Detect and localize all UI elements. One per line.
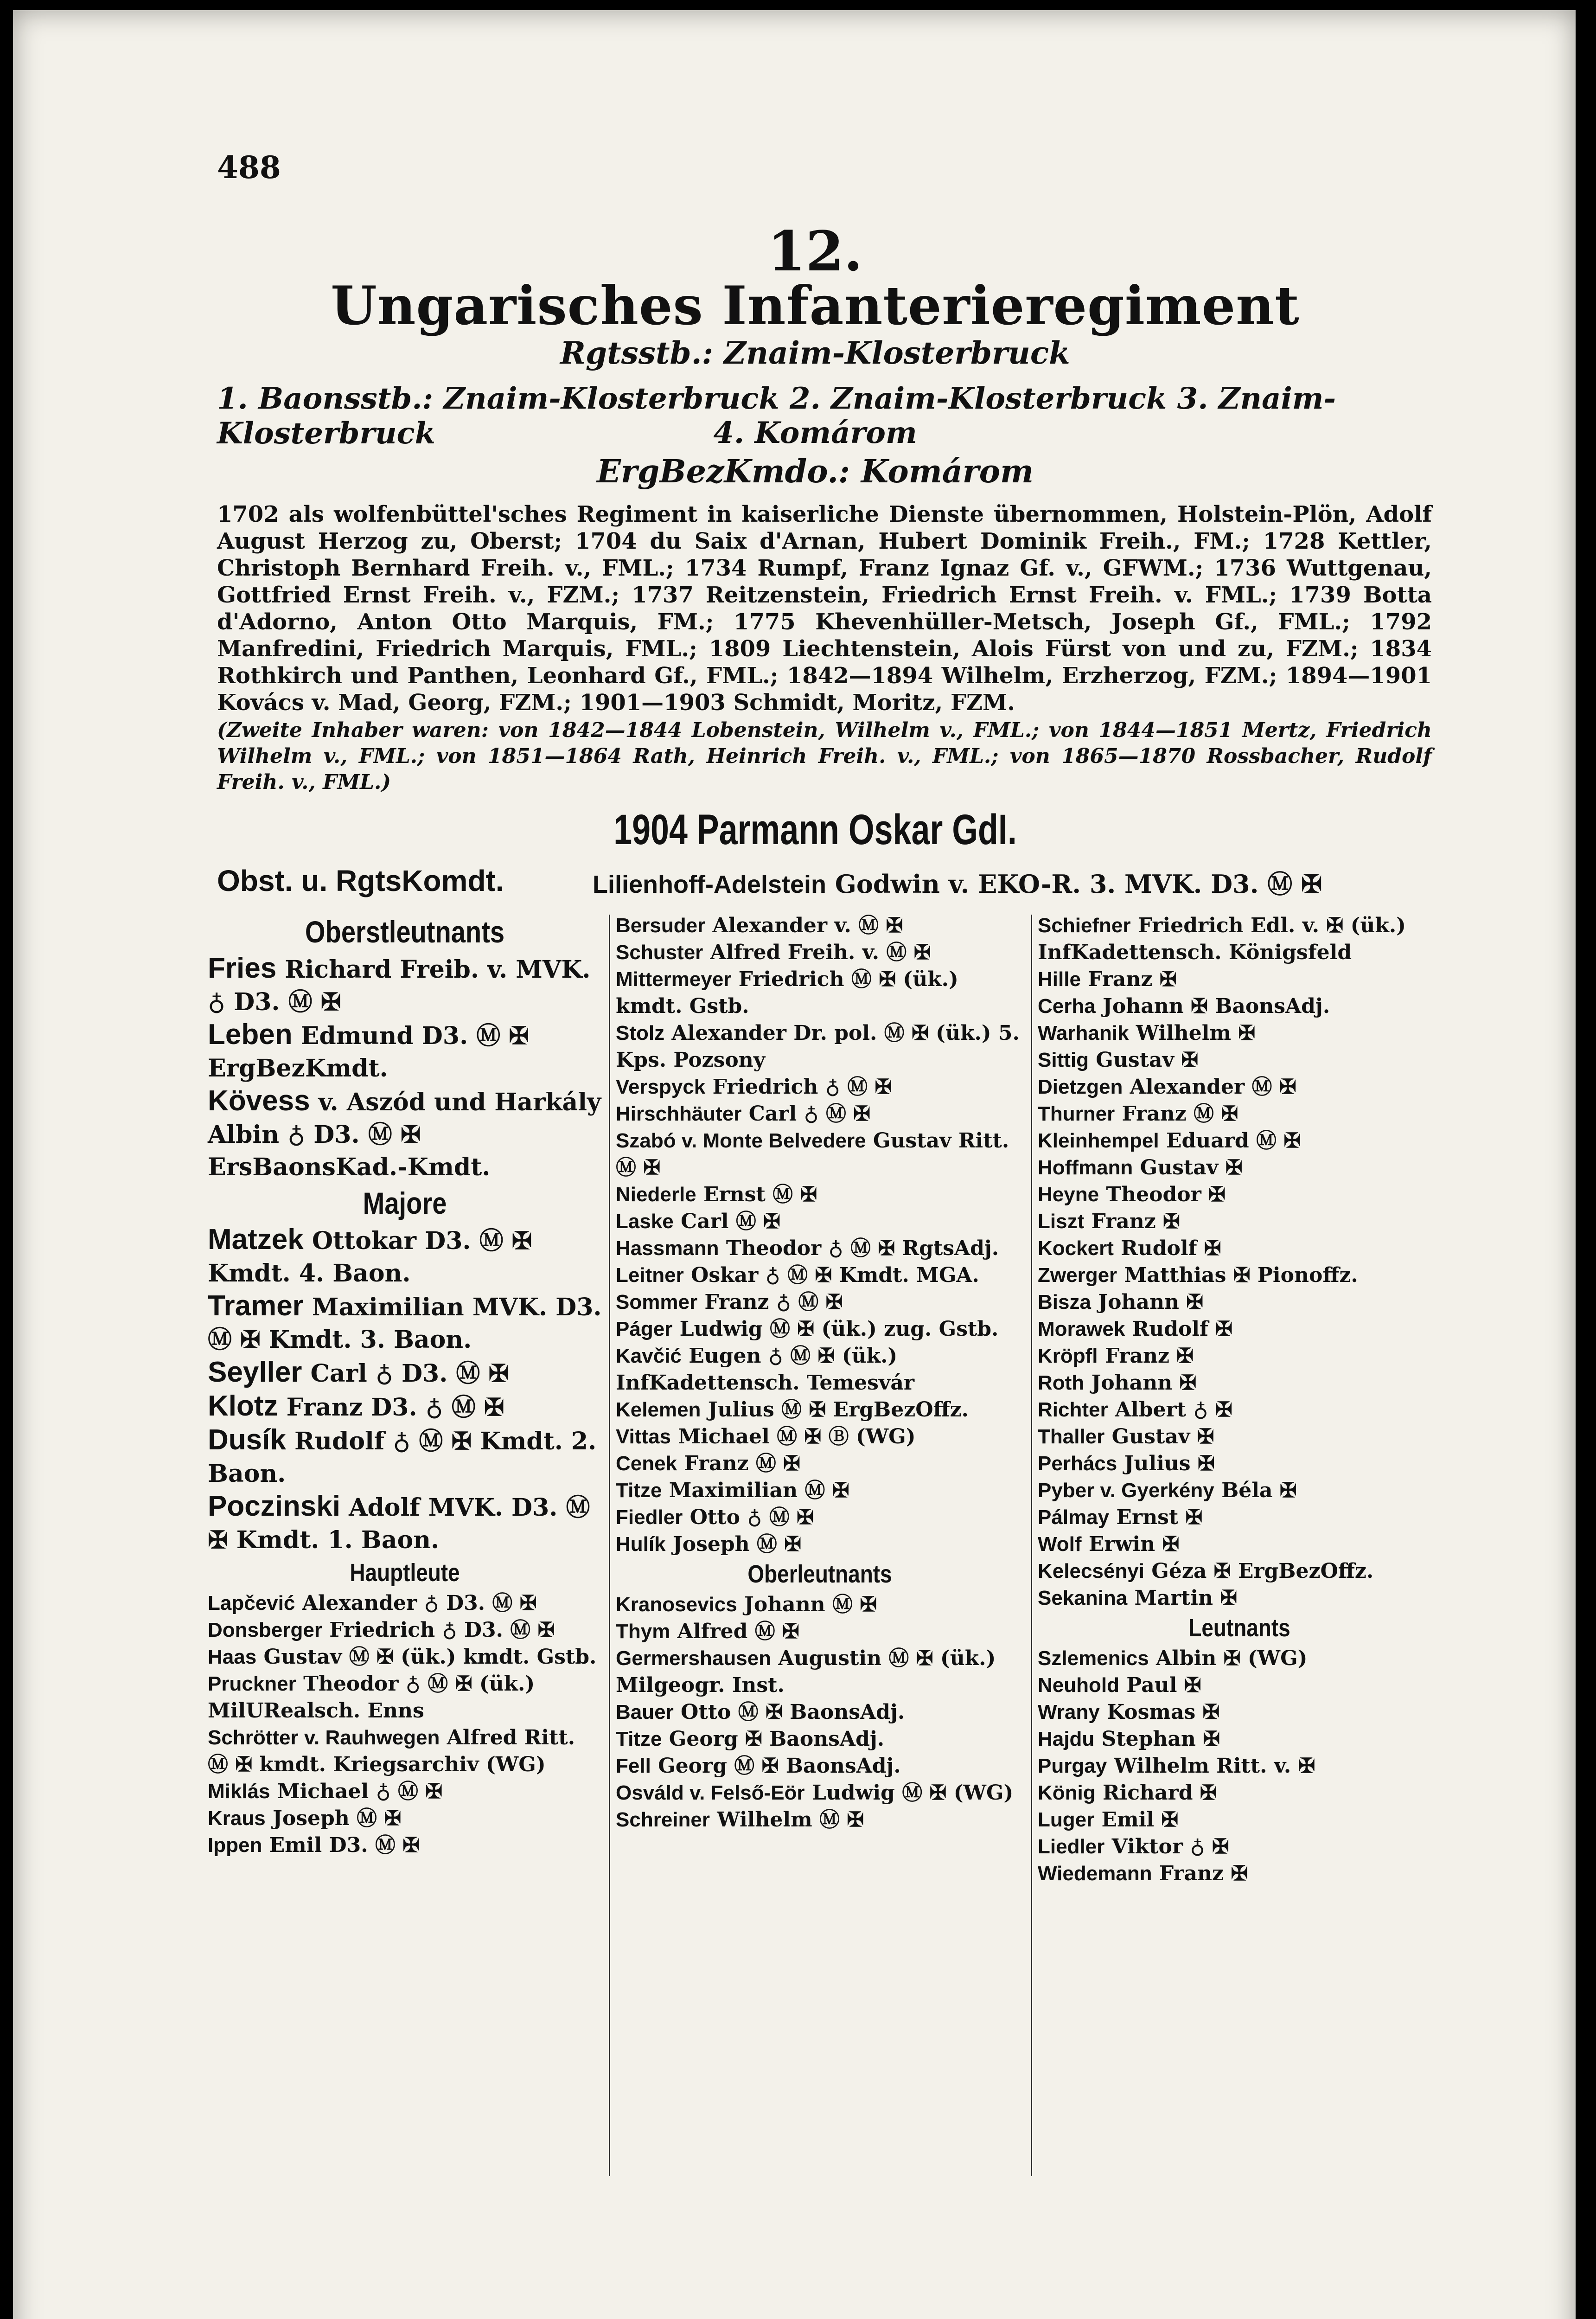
officer-surname: Szabó v. Monte Belvedere <box>616 1129 866 1152</box>
officer-entry <box>1038 1235 1441 1262</box>
obst-entry <box>593 865 1322 900</box>
officer-entry <box>208 1671 602 1724</box>
officer-surname: Matzek <box>208 1224 304 1256</box>
officer-entry <box>1038 1181 1441 1208</box>
officer-entry <box>616 1531 1024 1558</box>
officer-surname: Kockert <box>1038 1237 1114 1260</box>
officer-entry <box>616 1423 1024 1450</box>
officer-details: Oskar ♁ Ⓜ ✠ Kmdt. MGA. <box>683 1263 979 1287</box>
officer-entry <box>616 1618 1024 1645</box>
officer-entry <box>616 1591 1024 1618</box>
officer-entry <box>1038 1074 1441 1101</box>
officer-details: Gustav Ritt. Ⓜ ✠ <box>616 1129 1009 1179</box>
officer-details: Theodor ✠ <box>1099 1183 1226 1206</box>
officer-entry <box>616 1477 1024 1504</box>
officer-details: Eduard Ⓜ ✠ <box>1159 1129 1301 1153</box>
officer-entry <box>208 1085 602 1184</box>
officer-entry <box>616 1101 1024 1127</box>
officer-entry <box>1038 1208 1441 1235</box>
heading-majore: Majore <box>363 1186 447 1220</box>
officer-details: Richard Freib. v. MVK. ♁ D3. Ⓜ ✠ <box>208 955 591 1016</box>
officer-details: Gustav Ⓜ ✠ (ük.) kmdt. Gstb. <box>256 1645 597 1669</box>
officer-details: Ernst Ⓜ ✠ <box>696 1183 817 1206</box>
officer-surname: Thaller <box>1038 1425 1105 1448</box>
second-owners: (Zweite Inhaber waren: von 1842—1844 Lobenstein, Wilhelm v., FML.; von 1844—1851 Mertz, Friedrich Wilhelm v., FML.; von 1851—1864 Rath, Heinrich Freih. v., FML.; von 1865—1870 Rossbacher, Rudolf Freih. v., FML.) <box>217 718 1432 794</box>
officer-surname: Perhács <box>1038 1452 1117 1475</box>
officer-entry <box>208 952 602 1019</box>
officer-details: Georg Ⓜ ✠ BaonsAdj. <box>651 1754 901 1778</box>
officer-details: Martin ✠ <box>1127 1586 1238 1610</box>
officer-surname: Kleinhempel <box>1038 1129 1159 1152</box>
officer-surname: Fiedler <box>616 1506 683 1529</box>
officer-entry <box>1038 1477 1441 1504</box>
officer-entry <box>1038 1672 1441 1699</box>
regiment-number: 12. <box>767 219 863 283</box>
officer-surname: Schuster <box>616 941 703 964</box>
officer-surname: Dietzgen <box>1038 1076 1123 1098</box>
officer-entry <box>616 1699 1024 1726</box>
officer-details: Gustav ✠ <box>1133 1156 1243 1179</box>
officer-surname: Szlemenics <box>1038 1647 1149 1670</box>
officer-surname: Heyne <box>1038 1183 1099 1206</box>
officer-entry <box>1038 1585 1441 1612</box>
officer-surname: Mittermeyer <box>616 968 732 991</box>
ergbez-command: ErgBezKmdo.: Komárom <box>597 453 1034 490</box>
officer-entry <box>1038 1423 1441 1450</box>
officer-details: Augustin Ⓜ ✠ (ük.) Milgeogr. Inst. <box>616 1646 996 1697</box>
officer-entry <box>1038 1558 1441 1585</box>
officer-entry <box>1038 1397 1441 1423</box>
officer-surname: Pyber v. Gyerkény <box>1038 1479 1214 1502</box>
obst-label: Obst. u. RgtsKomdt. <box>217 864 504 897</box>
officer-details: Alexander Ⓜ ✠ <box>1123 1075 1296 1099</box>
officer-entry <box>616 1726 1024 1753</box>
officer-surname: Kelemen <box>616 1398 701 1421</box>
officer-entry <box>616 1181 1024 1208</box>
officer-details: Albert ♁ ✠ <box>1108 1398 1232 1422</box>
officer-details: Rudolf ✠ <box>1125 1317 1233 1341</box>
officer-entry <box>616 1753 1024 1780</box>
officer-entry <box>616 1645 1024 1699</box>
officer-entry <box>1038 1289 1441 1316</box>
officer-entry <box>1038 1645 1441 1672</box>
officer-details: Joseph Ⓜ ✠ <box>265 1807 402 1830</box>
officer-surname: Poczinski <box>208 1490 340 1522</box>
officer-entry <box>616 1450 1024 1477</box>
officer-details: Johann Ⓜ ✠ <box>737 1593 877 1616</box>
officer-entry <box>1038 1504 1441 1531</box>
officer-entry <box>1038 912 1441 966</box>
officer-surname: Roth <box>1038 1371 1085 1394</box>
officer-details: Franz ✠ <box>1152 1862 1248 1885</box>
officer-surname: Seyller <box>208 1356 302 1388</box>
officer-surname: Vittas <box>616 1425 671 1448</box>
officer-details: Julius ✠ <box>1117 1452 1215 1475</box>
officer-surname: Neuhold <box>1038 1674 1119 1697</box>
officer-details: Wilhelm Ritt. v. ✠ <box>1107 1754 1315 1778</box>
officer-surname: Richter <box>1038 1398 1108 1421</box>
officer-surname: Wiedemann <box>1038 1862 1152 1885</box>
officer-details: Rudolf ♁ Ⓜ ✠ Kmdt. 2. Baon. <box>208 1427 597 1488</box>
battalion-staff-line-1: 1. Baonsstb.: Znaim-Klosterbruck 2. Znaim-Klosterbruck 3. Znaim-Klosterbruck <box>217 381 1336 451</box>
officer-entry <box>208 1290 602 1356</box>
officer-entry <box>616 1807 1024 1833</box>
officer-entry <box>1038 1370 1441 1397</box>
officer-details: Paul ✠ <box>1119 1673 1201 1697</box>
officer-surname: Cenek <box>616 1452 677 1475</box>
officer-entry <box>208 1590 602 1617</box>
officer-details: Otto ♁ Ⓜ ✠ <box>683 1505 814 1529</box>
officer-surname: König <box>1038 1781 1096 1804</box>
officer-entry <box>616 966 1024 1020</box>
officer-surname: Titze <box>616 1479 662 1502</box>
officer-entry <box>208 1805 602 1832</box>
officer-details: Friedrich Edl. v. ✠ (ük.) InfKadettensch. Königsfeld <box>1038 914 1406 964</box>
officer-entry <box>616 1262 1024 1289</box>
officer-surname: Hajdu <box>1038 1728 1095 1750</box>
officer-entry <box>1038 1316 1441 1343</box>
officer-surname: Cerha <box>1038 995 1096 1018</box>
officer-details: Franz D3. ♁ Ⓜ ✠ <box>278 1393 504 1422</box>
officer-surname: Kröpfl <box>1038 1345 1098 1367</box>
officer-surname: Hulík <box>616 1533 666 1556</box>
officer-details: Michael ♁ Ⓜ ✠ <box>270 1780 443 1803</box>
officer-entry <box>1038 966 1441 993</box>
officer-details: v. Aszód und Harkály Albin ♁ D3. Ⓜ ✠ ErsBaonsKad.-Kmdt. <box>208 1088 601 1181</box>
officer-surname: Laske <box>616 1210 674 1233</box>
officer-details: Ernst ✠ <box>1109 1505 1203 1529</box>
column-divider-1 <box>609 915 610 2176</box>
officer-surname: Fell <box>616 1755 651 1777</box>
officer-entry <box>1038 1833 1441 1860</box>
officer-surname: Sekanina <box>1038 1587 1128 1609</box>
officer-surname: Hirschhäuter <box>616 1102 742 1125</box>
officer-entry <box>616 1316 1024 1343</box>
officer-surname: Verspyck <box>616 1076 706 1098</box>
officer-details: Alexander Dr. pol. Ⓜ ✠ (ük.) 5. Kps. Pozsony <box>616 1021 1020 1072</box>
officer-surname: Leben <box>208 1019 293 1051</box>
column-divider-2 <box>1031 915 1032 2176</box>
officer-details: Alfred Ritt. Ⓜ ✠ kmdt. Kriegsarchiv (WG) <box>208 1726 575 1776</box>
officer-entry <box>616 1289 1024 1316</box>
officer-details: Carl ♁ Ⓜ ✠ <box>741 1102 871 1126</box>
officer-surname: Morawek <box>1038 1318 1125 1340</box>
officer-entry <box>616 1397 1024 1423</box>
officer-surname: Zwerger <box>1038 1264 1117 1287</box>
officer-entry <box>1038 1450 1441 1477</box>
officer-surname: Kavčić <box>616 1345 682 1367</box>
officer-surname: Warhanik <box>1038 1022 1129 1044</box>
officer-details: Gustav ✠ <box>1088 1048 1199 1072</box>
officer-entry <box>1038 993 1441 1020</box>
heading-oberstleutnants: Oberstleutnants <box>305 915 505 949</box>
officer-details: Otto Ⓜ ✠ BaonsAdj. <box>673 1700 905 1724</box>
heading-hauptleute: Hauptleute <box>350 1559 460 1587</box>
officer-surname: Hille <box>1038 968 1081 991</box>
officer-surname: Hassmann <box>616 1237 719 1260</box>
officer-surname: Hoffmann <box>1038 1156 1133 1179</box>
officer-entry <box>616 939 1024 966</box>
officer-details: Ottokar D3. Ⓜ ✠ Kmdt. 4. Baon. <box>208 1227 532 1288</box>
officer-entry <box>1038 1127 1441 1154</box>
officer-entry <box>1038 1807 1441 1833</box>
officer-details: Wilhelm ✠ <box>1129 1021 1256 1045</box>
obst-name: Lilienhoff-Adelstein <box>593 871 826 898</box>
officer-surname: Kraus <box>208 1807 266 1830</box>
officer-details: Emil ✠ <box>1094 1808 1179 1832</box>
officer-surname: Schrötter v. Rauhwegen <box>208 1726 440 1749</box>
officer-surname: Kövess <box>208 1085 310 1117</box>
officer-details: Theodor ♁ Ⓜ ✠ (ük.) MilURealsch. Enns <box>208 1672 535 1723</box>
officer-details: Franz Ⓜ ✠ <box>1115 1102 1238 1126</box>
officer-surname: Páger <box>616 1318 673 1340</box>
officer-details: Erwin ✠ <box>1081 1532 1180 1556</box>
officer-entry <box>1038 1860 1441 1887</box>
officer-entry <box>208 1390 602 1424</box>
officer-details: Julius Ⓜ ✠ ErgBezOffz. <box>701 1398 969 1422</box>
officer-details: Viktor ♁ ✠ <box>1104 1835 1229 1858</box>
officer-surname: Donsberger <box>208 1619 322 1641</box>
officer-details: Franz ♁ Ⓜ ✠ <box>697 1290 843 1314</box>
officer-surname: Stolz <box>616 1022 665 1044</box>
page-number: 488 <box>217 149 281 186</box>
officer-details: Emil D3. Ⓜ ✠ <box>262 1833 420 1857</box>
officer-details: Géza ✠ ErgBezOffz. <box>1144 1559 1374 1583</box>
officer-details: Béla ✠ <box>1214 1479 1297 1502</box>
document-page <box>13 10 1576 2319</box>
officer-surname: Fries <box>208 952 277 984</box>
officer-entry <box>1038 1699 1441 1726</box>
officer-entry <box>616 912 1024 939</box>
officer-details: Friedrich Ⓜ ✠ (ük.) kmdt. Gstb. <box>616 967 958 1018</box>
officer-surname: Bauer <box>616 1701 674 1723</box>
officer-details: Franz ✠ <box>1084 1210 1180 1233</box>
officer-details: Franz ✠ <box>1080 967 1177 991</box>
regiment-history: 1702 als wolfenbüttel'sches Regiment in kaiserliche Dienste übernommen, Holstein-Plön, Adolf August Herzog zu, Oberst; 1704 du Saix d'Arnan, Hubert Dominik Freih., FM.; 1728 Kettler, Christoph Bernhard Freih. v., FML.; 1734 Rumpf, Franz Ignaz Gf. v., GFWM.; 1736 Wuttgenau, Gottfried Ernst Freih. v., FZM.; 1737 Reitzenstein, Friedrich Ernst Freih. v. FML.; 1739 Botta d'Adorno, Anton Otto Marquis, FM.; 1775 Khevenhüller-Metsch, Joseph Gf., FML.; 1792 Manfredini, Friedrich Marquis, FML.; 1809 Liechtenstein, Alois Fürst von und zu, FZM.; 1834 Rothkirch und Panthen, Leonhard Gf., FML.; 1842—1894 Wilhelm, Erzherzog, FZM.; 1894—1901 Kovács v. Mad, Georg, FZM.; 1901—1903 Schmidt, Moritz, FZM. <box>217 501 1432 716</box>
officer-details: Michael Ⓜ ✠ Ⓑ (WG) <box>671 1425 916 1448</box>
officer-surname: Ippen <box>208 1834 262 1857</box>
officer-surname: Thym <box>616 1620 670 1643</box>
officer-surname: Klotz <box>208 1390 278 1422</box>
inhaber-1904: 1904 Parmann Oskar GdI. <box>613 806 1017 853</box>
officer-details: Eugen ♁ Ⓜ ✠ (ük.) InfKadettensch. Temesvár <box>616 1344 915 1395</box>
officer-entry <box>1038 1020 1441 1047</box>
officer-entry <box>616 1127 1024 1181</box>
officer-details: Rudolf ✠ <box>1113 1236 1221 1260</box>
officer-details: Franz Ⓜ ✠ <box>677 1452 801 1475</box>
officer-entry <box>208 1617 602 1644</box>
officer-entry <box>208 1424 602 1490</box>
officer-surname: Titze <box>616 1728 662 1750</box>
heading-oberleutnants: Oberleutnants <box>747 1560 892 1588</box>
officer-details: Ludwig Ⓜ ✠ (WG) <box>804 1781 1014 1805</box>
officer-surname: Liszt <box>1038 1210 1085 1233</box>
officer-entry <box>208 1832 602 1859</box>
officer-entry <box>616 1074 1024 1101</box>
officer-details: Wilhelm Ⓜ ✠ <box>709 1808 864 1832</box>
officer-details: Alfred Ⓜ ✠ <box>670 1620 799 1643</box>
officer-surname: Sommer <box>616 1291 698 1313</box>
officer-entry <box>208 1724 602 1778</box>
officer-details: Ludwig Ⓜ ✠ (ük.) zug. Gstb. <box>672 1317 999 1341</box>
officer-details: Alexander v. Ⓜ ✠ <box>705 914 903 937</box>
officer-surname: Dusík <box>208 1424 286 1456</box>
officer-details: Stephan ✠ <box>1094 1727 1220 1751</box>
officer-entry <box>1038 1753 1441 1780</box>
officer-surname: Pálmay <box>1038 1506 1110 1529</box>
officer-entry <box>1038 1262 1441 1289</box>
officer-details: Friedrich ♁ Ⓜ ✠ <box>705 1075 892 1099</box>
officer-entry <box>208 1778 602 1805</box>
officer-surname: Luger <box>1038 1808 1095 1831</box>
officer-entry <box>1038 1780 1441 1807</box>
officer-details: Johann ✠ <box>1091 1290 1204 1314</box>
column-1 <box>208 912 602 1859</box>
officer-details: Maximilian Ⓜ ✠ <box>662 1479 849 1502</box>
officer-details: Georg ✠ BaonsAdj. <box>662 1727 885 1751</box>
officer-details: Adolf MVK. D3. Ⓜ ✠ Kmdt. 1. Baon. <box>208 1493 590 1554</box>
officer-details: Franz ✠ <box>1098 1344 1194 1368</box>
officer-surname: Wolf <box>1038 1533 1082 1556</box>
officer-surname: Wrany <box>1038 1701 1100 1723</box>
column-3 <box>1038 912 1441 1887</box>
officer-surname: Osváld v. Felső-Eör <box>616 1781 805 1804</box>
officer-details: Kosmas ✠ <box>1099 1700 1220 1724</box>
officer-entry <box>1038 1726 1441 1753</box>
officer-details: Edmund D3. Ⓜ ✠ ErgBezKmdt. <box>208 1022 529 1083</box>
officer-details: Joseph Ⓜ ✠ <box>665 1532 802 1556</box>
officer-surname: Bisza <box>1038 1291 1091 1313</box>
officer-surname: Leitner <box>616 1264 684 1287</box>
regiment-title: Ungarisches Infanterieregiment <box>331 275 1300 337</box>
officer-details: Alexander ♁ D3. Ⓜ ✠ <box>295 1591 537 1615</box>
officer-entry <box>616 1235 1024 1262</box>
officer-entry <box>1038 1047 1441 1074</box>
officer-surname: Haas <box>208 1646 257 1668</box>
officer-entry <box>208 1644 602 1671</box>
officer-entry <box>616 1780 1024 1807</box>
officer-surname: Liedler <box>1038 1835 1105 1858</box>
officer-details: Albin ✠ (WG) <box>1149 1646 1308 1670</box>
regiment-staff: Rgtsstb.: Znaim-Klosterbruck <box>560 335 1070 371</box>
officer-surname: Purgay <box>1038 1755 1107 1777</box>
officer-details: Richard ✠ <box>1095 1781 1217 1805</box>
officer-surname: Miklás <box>208 1780 270 1803</box>
officer-entry <box>616 1343 1024 1397</box>
officer-details: Gustav ✠ <box>1104 1425 1214 1448</box>
officer-entry <box>208 1490 602 1557</box>
officer-entry <box>616 1208 1024 1235</box>
officer-details: Maximilian MVK. D3. Ⓜ ✠ Kmdt. 3. Baon. <box>208 1293 602 1354</box>
officer-details: Friedrich ♁ D3. Ⓜ ✠ <box>322 1618 555 1642</box>
obst-rest: Godwin v. EKO-R. 3. MVK. D3. Ⓜ ✠ <box>826 869 1322 899</box>
officer-entry <box>1038 1101 1441 1127</box>
officer-surname: Bersuder <box>616 914 706 937</box>
officer-entry <box>616 1504 1024 1531</box>
officer-entry <box>208 1019 602 1085</box>
officer-surname: Pruckner <box>208 1672 296 1695</box>
officer-surname: Lapčević <box>208 1592 295 1614</box>
officer-entry <box>208 1224 602 1290</box>
officer-surname: Niederle <box>616 1183 696 1206</box>
officer-entry <box>1038 1531 1441 1558</box>
officer-surname: Kranosevics <box>616 1593 737 1616</box>
officer-details: Johann ✠ BaonsAdj. <box>1095 994 1330 1018</box>
officer-details: Carl Ⓜ ✠ <box>673 1210 781 1233</box>
officer-details: Theodor ♁ Ⓜ ✠ RgtsAdj. <box>719 1236 999 1260</box>
heading-leutnants: Leutnants <box>1188 1614 1290 1642</box>
officer-surname: Tramer <box>208 1290 304 1322</box>
officer-entry <box>208 1356 602 1390</box>
officer-details: Carl ♁ D3. Ⓜ ✠ <box>302 1359 509 1388</box>
officer-surname: Thurner <box>1038 1102 1115 1125</box>
officer-surname: Schreiner <box>616 1808 710 1831</box>
officer-details: Matthias ✠ Pionoffz. <box>1117 1263 1358 1287</box>
officer-surname: Germershausen <box>616 1647 772 1670</box>
officer-surname: Sittig <box>1038 1049 1089 1071</box>
officer-details: Alfred Freih. v. Ⓜ ✠ <box>703 941 931 964</box>
officer-entry <box>616 1020 1024 1074</box>
officer-surname: Kelecsényi <box>1038 1560 1144 1582</box>
officer-entry <box>1038 1154 1441 1181</box>
officer-surname: Schiefner <box>1038 914 1131 937</box>
officer-details: Johann ✠ <box>1084 1371 1197 1395</box>
battalion-staff-line-2: 4. Komárom <box>713 416 917 450</box>
officer-entry <box>1038 1343 1441 1370</box>
column-2 <box>616 912 1024 1833</box>
